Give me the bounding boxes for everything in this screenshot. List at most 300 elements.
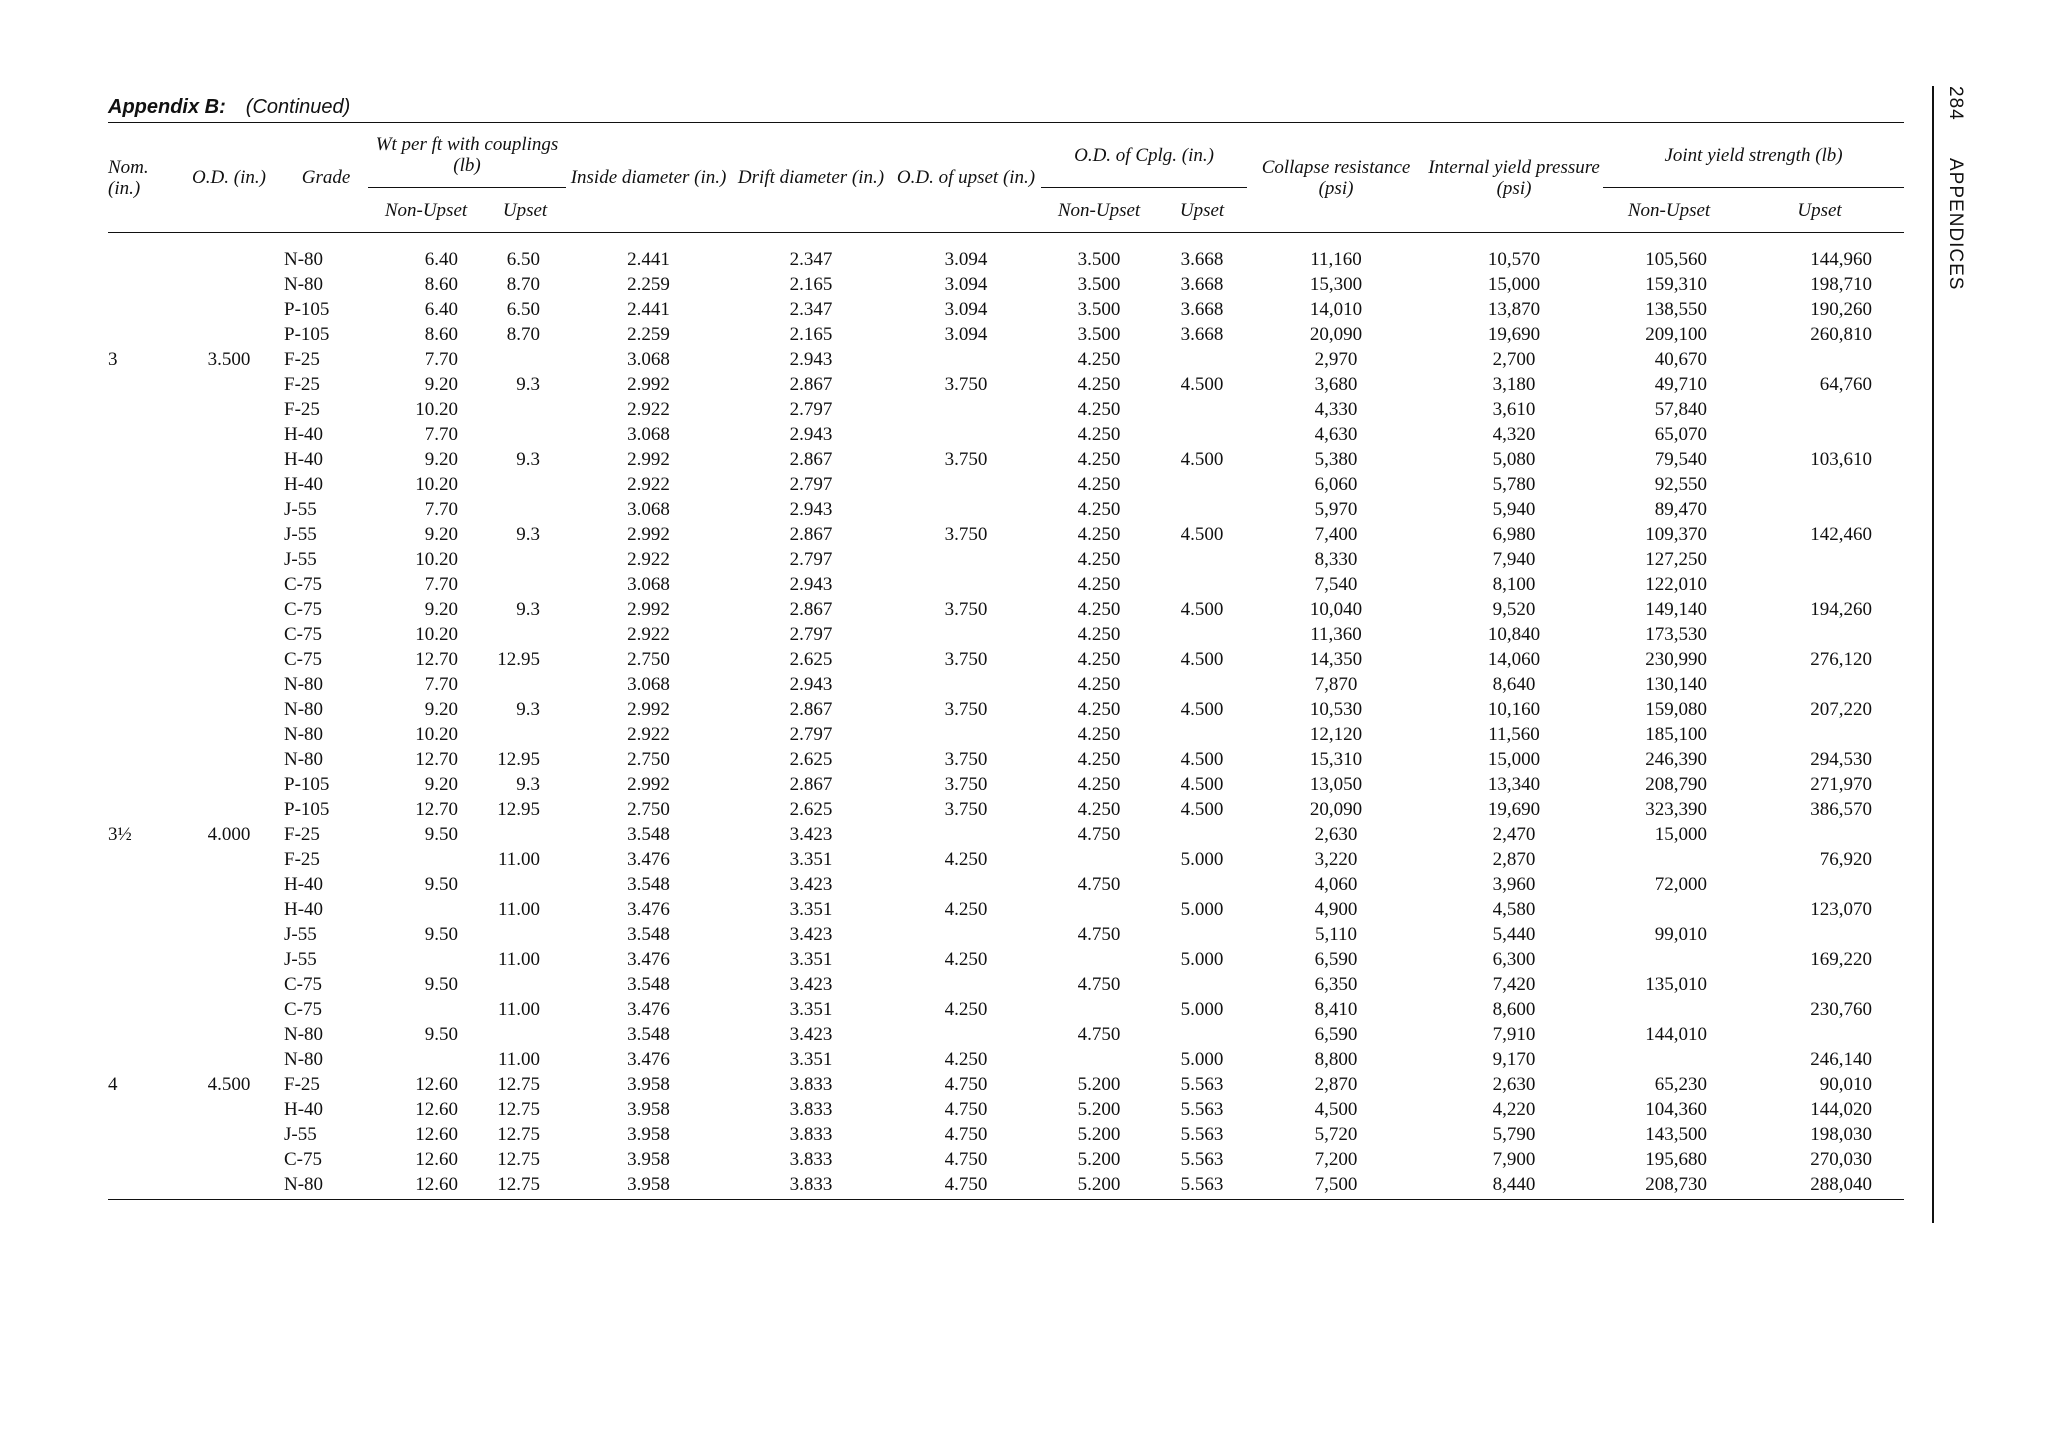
cell-collapse-resistance: 6,350 xyxy=(1314,974,1358,995)
cell-joint-non-upset: 144,010 xyxy=(1645,1024,1708,1045)
cell-nom xyxy=(108,247,174,272)
table-row xyxy=(108,822,1904,847)
cell-od xyxy=(174,497,284,522)
cell-joint-upset: 198,030 xyxy=(1810,1124,1873,1145)
cell-od-upset xyxy=(891,547,1041,572)
cell-joint-upset: 270,030 xyxy=(1810,1149,1873,1170)
cell-grade: N-80 xyxy=(284,1049,324,1070)
cell-wt-upset: 8.70 xyxy=(506,324,541,345)
cell-inside-diameter: 3.476 xyxy=(627,1049,670,1070)
table-row xyxy=(108,497,1904,522)
cell-cplg-upset xyxy=(1157,397,1247,422)
cell-drift-diameter: 3.351 xyxy=(789,899,833,920)
cell-joint-upset xyxy=(1735,922,1904,947)
cell-od xyxy=(174,972,284,997)
cell-collapse-resistance: 10,530 xyxy=(1309,699,1363,720)
cell-wt-non-upset: 12.70 xyxy=(415,749,458,770)
cell-od-upset: 4.250 xyxy=(944,849,988,870)
cell-inside-diameter: 2.750 xyxy=(627,649,670,670)
table-row xyxy=(108,622,1904,647)
cell-cplg-upset: 5.563 xyxy=(1180,1149,1224,1170)
cell-wt-non-upset: 12.70 xyxy=(415,649,458,670)
cell-internal-yield: 8,440 xyxy=(1425,1172,1603,1200)
cell-cplg-non-upset: 4.250 xyxy=(1077,674,1121,695)
col-wt-non-upset: Non-Upset xyxy=(368,188,484,233)
cell-cplg-non-upset: 4.750 xyxy=(1077,824,1121,845)
cell-wt-upset xyxy=(484,347,566,372)
cell-cplg-upset xyxy=(1157,472,1247,497)
cell-internal-yield: 4,580 xyxy=(1492,899,1536,920)
cell-wt-upset xyxy=(484,1022,566,1047)
cell-od-upset xyxy=(891,572,1041,597)
cell-internal-yield: 5,940 xyxy=(1492,499,1536,520)
cell-od xyxy=(174,422,284,447)
cell-nom xyxy=(108,372,174,397)
cell-joint-upset xyxy=(1735,672,1904,697)
cell-wt-non-upset: 12.60 xyxy=(368,1172,484,1200)
cell-inside-diameter: 2.922 xyxy=(627,399,670,420)
cell-cplg-upset: 4.500 xyxy=(1180,449,1224,470)
cell-joint-non-upset: 72,000 xyxy=(1654,874,1708,895)
cell-od xyxy=(174,447,284,472)
cell-nom xyxy=(108,947,174,972)
cell-nom xyxy=(108,272,174,297)
cell-cplg-upset: 5.000 xyxy=(1180,949,1224,970)
cell-inside-diameter: 3.958 xyxy=(627,1124,670,1145)
cell-joint-upset xyxy=(1735,572,1904,597)
cell-cplg-upset xyxy=(1157,547,1247,572)
cell-cplg-upset xyxy=(1157,1022,1247,1047)
cell-joint-upset: 294,530 xyxy=(1810,749,1873,770)
cell-od xyxy=(174,1022,284,1047)
cell-nom: 4 xyxy=(108,1074,118,1095)
table-row xyxy=(108,922,1904,947)
cell-collapse-resistance: 14,350 xyxy=(1309,649,1363,670)
appendix-heading xyxy=(108,96,350,119)
cell-od xyxy=(174,622,284,647)
col-wt-upset: Upset xyxy=(484,188,566,233)
cell-od xyxy=(174,1122,284,1147)
cell-cplg-non-upset: 4.250 xyxy=(1077,499,1121,520)
cell-collapse-resistance: 15,310 xyxy=(1309,749,1363,770)
cell-collapse-resistance: 11,360 xyxy=(1310,624,1362,645)
cell-drift-diameter: 3.833 xyxy=(731,1172,891,1200)
cell-wt-upset xyxy=(484,922,566,947)
cell-od xyxy=(174,397,284,422)
cell-joint-upset xyxy=(1735,822,1904,847)
cell-grade: J-55 xyxy=(284,499,317,520)
cell-internal-yield: 19,690 xyxy=(1487,799,1541,820)
cell-grade: N-80 xyxy=(284,249,324,270)
cell-od xyxy=(174,872,284,897)
cell-grade: N-80 xyxy=(284,749,324,770)
cell-cplg-upset: 4.500 xyxy=(1180,749,1224,770)
cell-od: 3.500 xyxy=(207,349,251,370)
cell-inside-diameter: 3.068 xyxy=(627,424,670,445)
cell-nom xyxy=(108,472,174,497)
cell-od-upset xyxy=(891,497,1041,522)
cell-grade: H-40 xyxy=(284,1099,324,1120)
continued-label: (Continued) xyxy=(245,96,351,118)
cell-od-upset xyxy=(891,722,1041,747)
cell-collapse-resistance: 3,680 xyxy=(1314,374,1358,395)
cell-nom xyxy=(108,572,174,597)
table-header xyxy=(108,123,1904,233)
cell-joint-non-upset: 185,100 xyxy=(1645,724,1708,745)
cell-wt-non-upset: 7.70 xyxy=(424,499,458,520)
cell-internal-yield: 10,840 xyxy=(1487,624,1541,645)
cell-inside-diameter: 3.548 xyxy=(627,1024,670,1045)
cell-cplg-upset xyxy=(1157,822,1247,847)
cell-cplg-non-upset xyxy=(1041,1047,1157,1072)
cell-internal-yield: 3,610 xyxy=(1492,399,1536,420)
cell-od: 4.500 xyxy=(207,1074,251,1095)
cell-cplg-non-upset: 3.500 xyxy=(1077,274,1121,295)
cell-internal-yield: 6,980 xyxy=(1492,524,1536,545)
cell-drift-diameter: 2.625 xyxy=(789,749,833,770)
cell-joint-upset: 271,970 xyxy=(1810,774,1873,795)
cell-wt-upset: 11.00 xyxy=(497,849,541,870)
cell-inside-diameter: 3.476 xyxy=(627,949,670,970)
cell-internal-yield: 10,160 xyxy=(1487,699,1541,720)
table-row xyxy=(108,847,1904,872)
cell-cplg-non-upset: 4.250 xyxy=(1077,449,1121,470)
cell-joint-non-upset: 323,390 xyxy=(1645,799,1708,820)
cell-wt-non-upset: 10.20 xyxy=(415,624,458,645)
table-row xyxy=(108,972,1904,997)
table-row xyxy=(108,297,1904,322)
cell-wt-non-upset xyxy=(368,1047,484,1072)
cell-inside-diameter: 2.992 xyxy=(627,699,670,720)
cell-collapse-resistance: 2,630 xyxy=(1314,824,1358,845)
cell-grade: H-40 xyxy=(284,899,324,920)
cell-collapse-resistance: 20,090 xyxy=(1309,799,1363,820)
cell-wt-upset xyxy=(484,472,566,497)
cell-od xyxy=(174,772,284,797)
cell-internal-yield: 9,520 xyxy=(1492,599,1536,620)
cell-joint-non-upset: 89,470 xyxy=(1654,499,1708,520)
cell-wt-upset: 12.75 xyxy=(484,1172,566,1200)
cell-collapse-resistance: 4,060 xyxy=(1314,874,1358,895)
cell-collapse-resistance: 5,380 xyxy=(1314,449,1358,470)
cell-wt-non-upset: 10.20 xyxy=(415,549,458,570)
cell-od-upset: 3.094 xyxy=(944,249,988,270)
cell-od xyxy=(174,722,284,747)
cell-inside-diameter: 3.958 xyxy=(627,1099,670,1120)
cell-grade: C-75 xyxy=(284,999,322,1020)
cell-internal-yield: 11,560 xyxy=(1488,724,1540,745)
cell-wt-non-upset xyxy=(368,847,484,872)
cell-nom xyxy=(108,622,174,647)
cell-joint-non-upset: 15,000 xyxy=(1654,824,1708,845)
cell-wt-non-upset: 8.60 xyxy=(424,324,458,345)
cell-cplg-non-upset: 5.200 xyxy=(1077,1074,1121,1095)
cell-nom xyxy=(108,847,174,872)
cell-wt-non-upset: 12.60 xyxy=(415,1149,458,1170)
col-group-joint-yield: Joint yield strength (lb) xyxy=(1603,123,1904,188)
cell-grade: P-105 xyxy=(284,324,330,345)
cell-nom: 3 xyxy=(108,349,118,370)
cell-wt-upset xyxy=(484,622,566,647)
table-row xyxy=(108,1172,1904,1200)
cell-joint-non-upset: 127,250 xyxy=(1645,549,1708,570)
cell-nom xyxy=(108,1047,174,1072)
cell-cplg-upset xyxy=(1157,622,1247,647)
cell-wt-upset: 9.3 xyxy=(516,699,541,720)
cell-grade: C-75 xyxy=(284,1149,322,1170)
col-inside-diameter: Inside diameter (in.) xyxy=(566,123,731,233)
cell-internal-yield: 13,870 xyxy=(1487,299,1541,320)
cell-internal-yield: 2,870 xyxy=(1492,849,1536,870)
cell-wt-non-upset: 7.70 xyxy=(424,424,458,445)
cell-cplg-non-upset: 4.250 xyxy=(1077,524,1121,545)
cell-cplg-non-upset: 4.250 xyxy=(1077,549,1121,570)
cell-wt-upset xyxy=(484,672,566,697)
cell-internal-yield: 7,910 xyxy=(1492,1024,1536,1045)
cell-cplg-non-upset: 4.250 xyxy=(1077,649,1121,670)
cell-joint-upset: 386,570 xyxy=(1810,799,1873,820)
cell-joint-non-upset: 135,010 xyxy=(1645,974,1708,995)
cell-collapse-resistance: 4,630 xyxy=(1314,424,1358,445)
cell-wt-upset: 11.00 xyxy=(497,999,541,1020)
cell-grade: C-75 xyxy=(284,624,322,645)
cell-inside-diameter: 2.992 xyxy=(627,374,670,395)
cell-wt-upset: 12.75 xyxy=(497,1149,541,1170)
cell-od xyxy=(174,272,284,297)
cell-drift-diameter: 3.351 xyxy=(789,849,833,870)
cell-wt-upset xyxy=(484,722,566,747)
table-row xyxy=(108,747,1904,772)
cell-wt-non-upset: 9.50 xyxy=(424,874,458,895)
cell-nom xyxy=(108,997,174,1022)
cell-joint-upset: 142,460 xyxy=(1810,524,1873,545)
cell-joint-upset xyxy=(1735,347,1904,372)
cell-nom xyxy=(108,297,174,322)
cell-nom xyxy=(108,897,174,922)
table-row xyxy=(108,947,1904,972)
cell-joint-upset: 288,040 xyxy=(1735,1172,1904,1200)
cell-inside-diameter: 3.068 xyxy=(627,674,670,695)
cell-joint-non-upset: 209,100 xyxy=(1645,324,1708,345)
cell-drift-diameter: 2.797 xyxy=(789,399,833,420)
cell-grade: J-55 xyxy=(284,524,317,545)
cell-joint-non-upset xyxy=(1603,997,1735,1022)
cell-od-upset xyxy=(891,347,1041,372)
cell-nom xyxy=(108,1097,174,1122)
cell-wt-upset: 9.3 xyxy=(516,524,541,545)
cell-joint-non-upset: 79,540 xyxy=(1654,449,1708,470)
table-row xyxy=(108,272,1904,297)
cell-grade: J-55 xyxy=(284,1124,317,1145)
cell-grade: F-25 xyxy=(284,374,320,395)
cell-wt-non-upset: 10.20 xyxy=(415,399,458,420)
cell-grade: N-80 xyxy=(284,724,324,745)
cell-drift-diameter: 3.423 xyxy=(789,1024,833,1045)
cell-wt-non-upset: 10.20 xyxy=(415,724,458,745)
cell-cplg-upset: 4.500 xyxy=(1180,524,1224,545)
cell-drift-diameter: 2.165 xyxy=(789,274,833,295)
cell-joint-non-upset: 40,670 xyxy=(1654,349,1708,370)
cell-cplg-non-upset: 4.250 xyxy=(1077,774,1121,795)
section-label: APPENDICES xyxy=(1945,158,1966,291)
cell-joint-non-upset: 208,730 xyxy=(1603,1172,1735,1200)
table-row xyxy=(108,372,1904,397)
cell-od-upset: 3.750 xyxy=(944,649,988,670)
cell-inside-diameter: 2.259 xyxy=(627,274,670,295)
cell-od xyxy=(174,1047,284,1072)
cell-od xyxy=(174,897,284,922)
cell-cplg-non-upset xyxy=(1041,847,1157,872)
cell-drift-diameter: 3.833 xyxy=(789,1074,833,1095)
cell-drift-diameter: 2.797 xyxy=(789,624,833,645)
table-row xyxy=(108,1072,1904,1097)
cell-joint-upset xyxy=(1735,1022,1904,1047)
cell-grade: N-80 xyxy=(284,674,324,695)
cell-internal-yield: 9,170 xyxy=(1492,1049,1536,1070)
cell-internal-yield: 3,960 xyxy=(1492,874,1536,895)
cell-joint-non-upset: 130,140 xyxy=(1645,674,1708,695)
cell-internal-yield: 7,420 xyxy=(1492,974,1536,995)
cell-cplg-non-upset: 4.250 xyxy=(1077,799,1121,820)
cell-collapse-resistance: 6,060 xyxy=(1314,474,1358,495)
cell-wt-upset xyxy=(484,872,566,897)
cell-wt-non-upset: 9.50 xyxy=(424,974,458,995)
cell-cplg-non-upset: 4.250 xyxy=(1077,599,1121,620)
cell-od xyxy=(174,997,284,1022)
cell-inside-diameter: 3.476 xyxy=(627,899,670,920)
cell-grade: H-40 xyxy=(284,424,324,445)
table-row xyxy=(108,1097,1904,1122)
cell-joint-non-upset: 208,790 xyxy=(1645,774,1708,795)
cell-collapse-resistance: 20,090 xyxy=(1309,324,1363,345)
cell-od xyxy=(174,1097,284,1122)
cell-nom xyxy=(108,522,174,547)
cell-cplg-upset: 5.000 xyxy=(1180,899,1224,920)
cell-od-upset: 3.750 xyxy=(944,524,988,545)
cell-grade: N-80 xyxy=(284,1172,368,1200)
cell-internal-yield: 15,000 xyxy=(1487,274,1541,295)
cell-grade: N-80 xyxy=(284,1024,324,1045)
table-row xyxy=(108,1047,1904,1072)
table-row xyxy=(108,447,1904,472)
cell-cplg-non-upset: 4.250 xyxy=(1077,399,1121,420)
table-row xyxy=(108,322,1904,347)
table-row xyxy=(108,672,1904,697)
cell-wt-upset: 8.70 xyxy=(506,274,541,295)
cell-drift-diameter: 2.347 xyxy=(789,299,833,320)
cell-internal-yield: 5,790 xyxy=(1492,1124,1536,1145)
cell-inside-diameter: 2.922 xyxy=(627,624,670,645)
cell-od-upset: 4.750 xyxy=(944,1124,988,1145)
col-grade: Grade xyxy=(284,123,368,233)
margin-rule xyxy=(1932,86,1934,1223)
cell-od-upset: 4.750 xyxy=(944,1099,988,1120)
cell-cplg-non-upset: 5.200 xyxy=(1077,1149,1121,1170)
cell-od xyxy=(174,472,284,497)
cell-grade: F-25 xyxy=(284,1074,320,1095)
cell-nom xyxy=(108,747,174,772)
cell-cplg-non-upset: 3.500 xyxy=(1077,249,1121,270)
cell-joint-upset xyxy=(1735,397,1904,422)
cell-inside-diameter: 3.548 xyxy=(627,974,670,995)
cell-joint-non-upset: 143,500 xyxy=(1645,1124,1708,1145)
cell-od-upset xyxy=(891,672,1041,697)
cell-joint-non-upset: 230,990 xyxy=(1645,649,1708,670)
cell-grade: C-75 xyxy=(284,574,322,595)
cell-wt-non-upset: 9.20 xyxy=(424,699,458,720)
col-collapse-resistance: Collapse resistance (psi) xyxy=(1247,123,1425,233)
cell-cplg-non-upset: 3.500 xyxy=(1077,299,1121,320)
cell-inside-diameter: 3.548 xyxy=(627,824,670,845)
cell-internal-yield: 10,570 xyxy=(1487,249,1541,270)
cell-od-upset: 3.750 xyxy=(944,699,988,720)
cell-wt-upset: 9.3 xyxy=(516,449,541,470)
cell-collapse-resistance: 7,540 xyxy=(1314,574,1358,595)
cell-joint-upset: 207,220 xyxy=(1810,699,1873,720)
cell-nom xyxy=(108,672,174,697)
cell-collapse-resistance: 11,160 xyxy=(1310,249,1362,270)
cell-wt-non-upset xyxy=(368,897,484,922)
cell-internal-yield: 2,700 xyxy=(1492,349,1536,370)
cell-cplg-upset: 4.500 xyxy=(1180,599,1224,620)
cell-joint-non-upset: 173,530 xyxy=(1645,624,1708,645)
cell-od xyxy=(174,797,284,822)
cell-cplg-upset: 5.563 xyxy=(1157,1172,1247,1200)
cell-wt-non-upset: 12.60 xyxy=(415,1099,458,1120)
cell-internal-yield: 7,900 xyxy=(1492,1149,1536,1170)
cell-grade: F-25 xyxy=(284,824,320,845)
cell-inside-diameter: 2.992 xyxy=(627,599,670,620)
cell-cplg-upset: 4.500 xyxy=(1180,649,1224,670)
cell-inside-diameter: 3.476 xyxy=(627,999,670,1020)
cell-drift-diameter: 2.797 xyxy=(789,724,833,745)
cell-joint-non-upset: 122,010 xyxy=(1645,574,1708,595)
cell-wt-non-upset xyxy=(368,997,484,1022)
cell-od-upset xyxy=(891,422,1041,447)
cell-cplg-upset xyxy=(1157,572,1247,597)
cell-nom xyxy=(108,497,174,522)
cell-wt-non-upset: 6.40 xyxy=(424,249,458,270)
col-group-weight: Wt per ft with couplings (lb) xyxy=(368,123,566,188)
cell-od-upset: 3.750 xyxy=(944,749,988,770)
cell-od xyxy=(174,847,284,872)
col-joint-non-upset: Non-Upset xyxy=(1603,188,1735,233)
col-drift-diameter: Drift diameter (in.) xyxy=(731,123,891,233)
cell-collapse-resistance: 2,970 xyxy=(1314,349,1358,370)
cell-inside-diameter: 3.958 xyxy=(627,1149,670,1170)
cell-drift-diameter: 2.943 xyxy=(789,349,833,370)
appendix-title: Appendix B: xyxy=(108,96,226,118)
cell-od xyxy=(174,322,284,347)
cell-inside-diameter: 2.992 xyxy=(627,524,670,545)
cell-collapse-resistance: 15,300 xyxy=(1309,274,1363,295)
cell-od-upset xyxy=(891,972,1041,997)
cell-cplg-non-upset: 4.250 xyxy=(1077,749,1121,770)
cell-drift-diameter: 3.423 xyxy=(789,924,833,945)
cell-collapse-resistance: 7,870 xyxy=(1314,674,1358,695)
cell-nom xyxy=(108,1022,174,1047)
cell-wt-non-upset: 9.20 xyxy=(424,374,458,395)
cell-joint-non-upset xyxy=(1603,897,1735,922)
cell-wt-non-upset: 7.70 xyxy=(424,674,458,695)
cell-collapse-resistance: 7,200 xyxy=(1314,1149,1358,1170)
cell-od xyxy=(174,247,284,272)
cell-od-upset: 3.094 xyxy=(944,299,988,320)
cell-inside-diameter: 2.441 xyxy=(627,299,670,320)
cell-joint-non-upset: 149,140 xyxy=(1645,599,1708,620)
cell-collapse-resistance: 2,870 xyxy=(1314,1074,1358,1095)
cell-nom xyxy=(108,647,174,672)
